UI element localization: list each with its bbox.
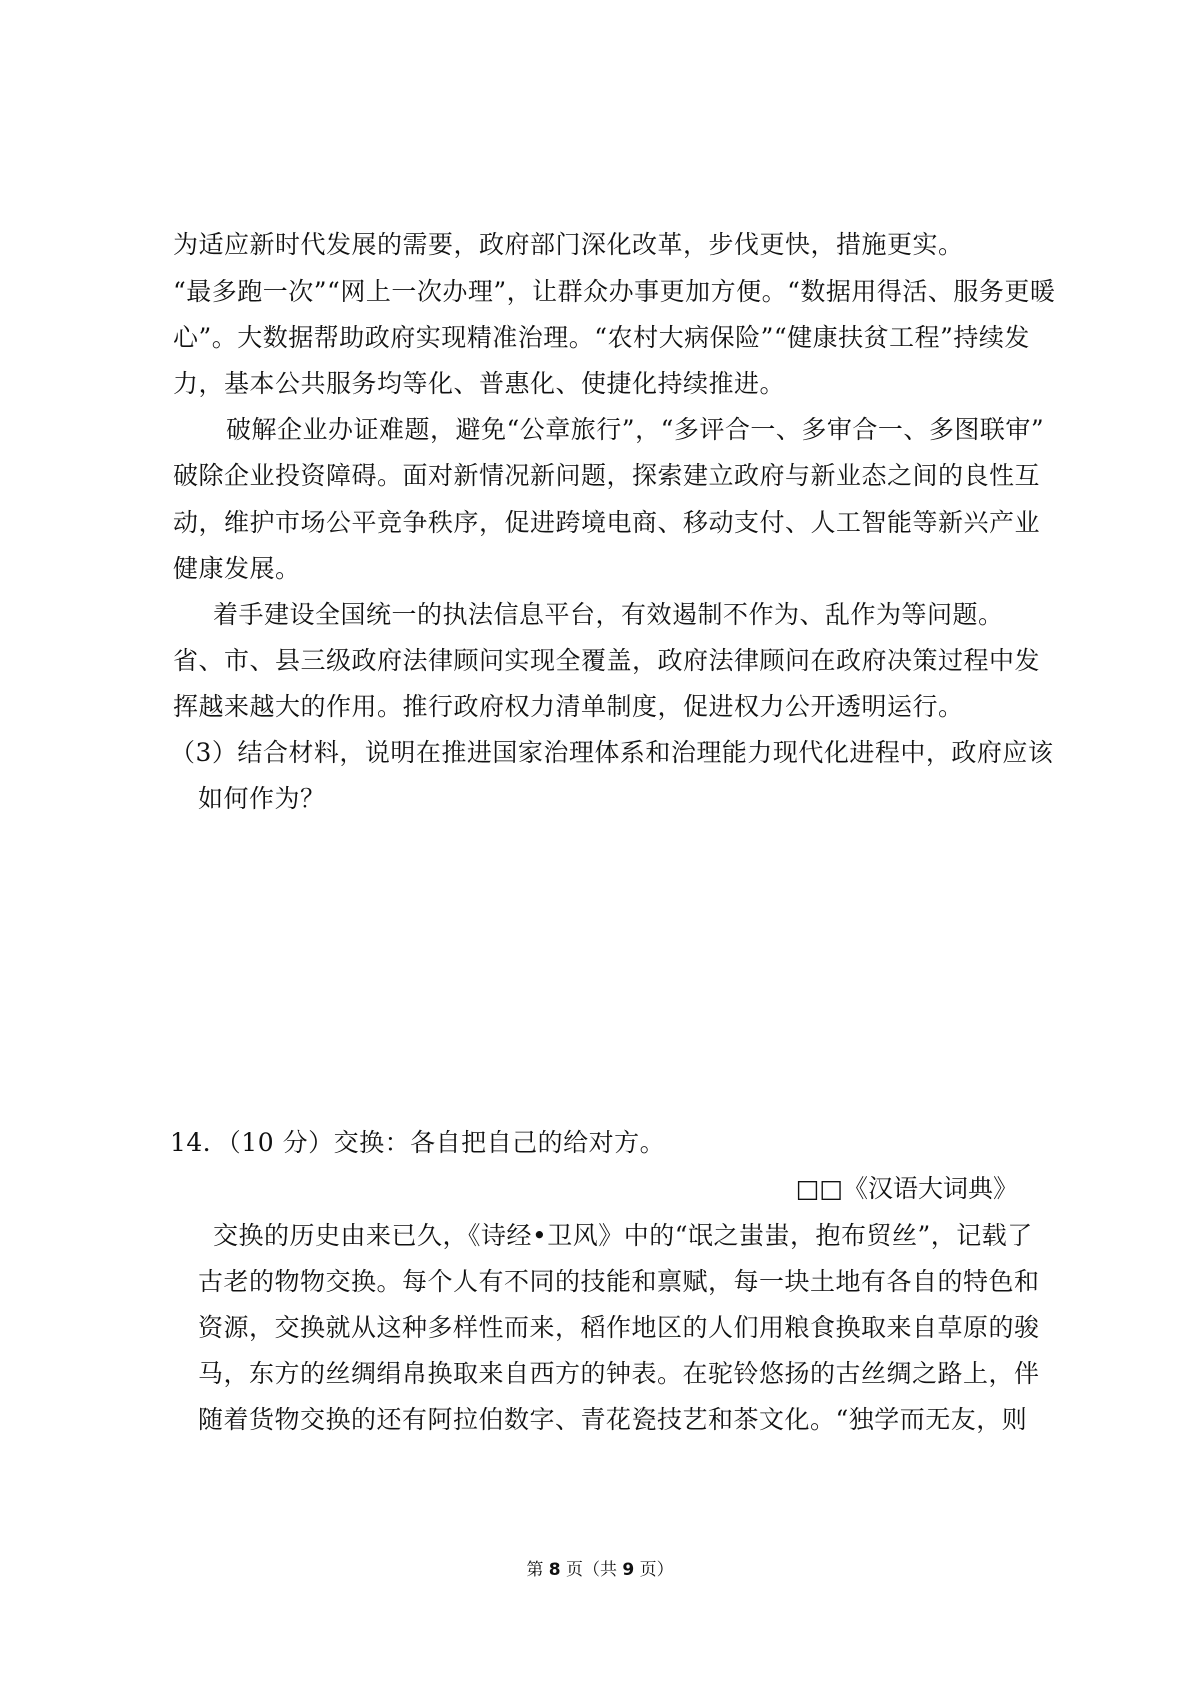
current-page-number: 8 [548,1560,561,1580]
material-line: 着手建设全国统一的执法信息平台，有效遏制不作为、乱作为等问题。 [213,600,1004,629]
question-3-text: 如何作为？ [198,784,326,813]
material-line: 动，维护市场公平竞争秩序，促进跨境电商、移动支付、人工智能等新兴产业 [173,508,1041,537]
page-footer [0,1558,1200,1582]
footer-prefix: 第 [526,1560,549,1580]
material-line: 健康发展。 [173,554,301,583]
total-page-number: 9 [622,1560,635,1580]
footer-middle: 页（共 [560,1560,623,1580]
question-14-material-line: 随着货物交换的还有阿拉伯数字、青花瓷技艺和茶文化。“独学而无友，则 [198,1405,1028,1434]
question-3-text: （3）结合材料，说明在推进国家治理体系和治理能力现代化进程中，政府应该 [170,738,1054,767]
material-line: 破解企业办证难题，避免“公章旅行”，“多评合一、多审合一、多图联审” [226,415,1045,444]
question-14-heading: 14．（10 分）交换：各自把自己的给对方。 [170,1128,666,1157]
material-line: 为适应新时代发展的需要，政府部门深化改革，步伐更快，措施更实。 [173,230,964,259]
material-line: 心”。大数据帮助政府实现精准治理。“农村大病保险”“健康扶贫工程”持续发 [173,323,1030,352]
question-14-material-line: 古老的物物交换。每个人有不同的技能和禀赋，每一块土地有各自的特色和 [198,1267,1040,1296]
material-line: 力，基本公共服务均等化、普惠化、使捷化持续推进。 [173,369,786,398]
material-line: 破除企业投资障碍。面对新情况新问题，探索建立政府与新业态之间的良性互 [173,461,1041,490]
material-line: 挥越来越大的作用。推行政府权力清单制度，促进权力公开透明运行。 [173,692,964,721]
footer-suffix: 页） [634,1560,674,1580]
question-14-material-line: 马，东方的丝绸绢帛换取来自西方的钟表。在驼铃悠扬的古丝绸之路上，伴 [198,1359,1040,1388]
question-14-material-line: 资源，交换就从这种多样性而来，稻作地区的人们用粮食换取来自草原的骏 [198,1313,1040,1342]
question-14-material-line: 交换的历史由来已久，《诗经•卫风》中的“氓之蚩蚩，抱布贸丝”，记载了 [213,1221,1033,1250]
material-line: “最多跑一次”“网上一次办理”，让群众办事更加方便。“数据用得活、服务更暖 [173,277,1056,306]
material-line: 省、市、县三级政府法律顾问实现全覆盖，政府法律顾问在政府决策过程中发 [173,646,1041,675]
citation-source: □□《汉语大词典》 [795,1174,1018,1203]
